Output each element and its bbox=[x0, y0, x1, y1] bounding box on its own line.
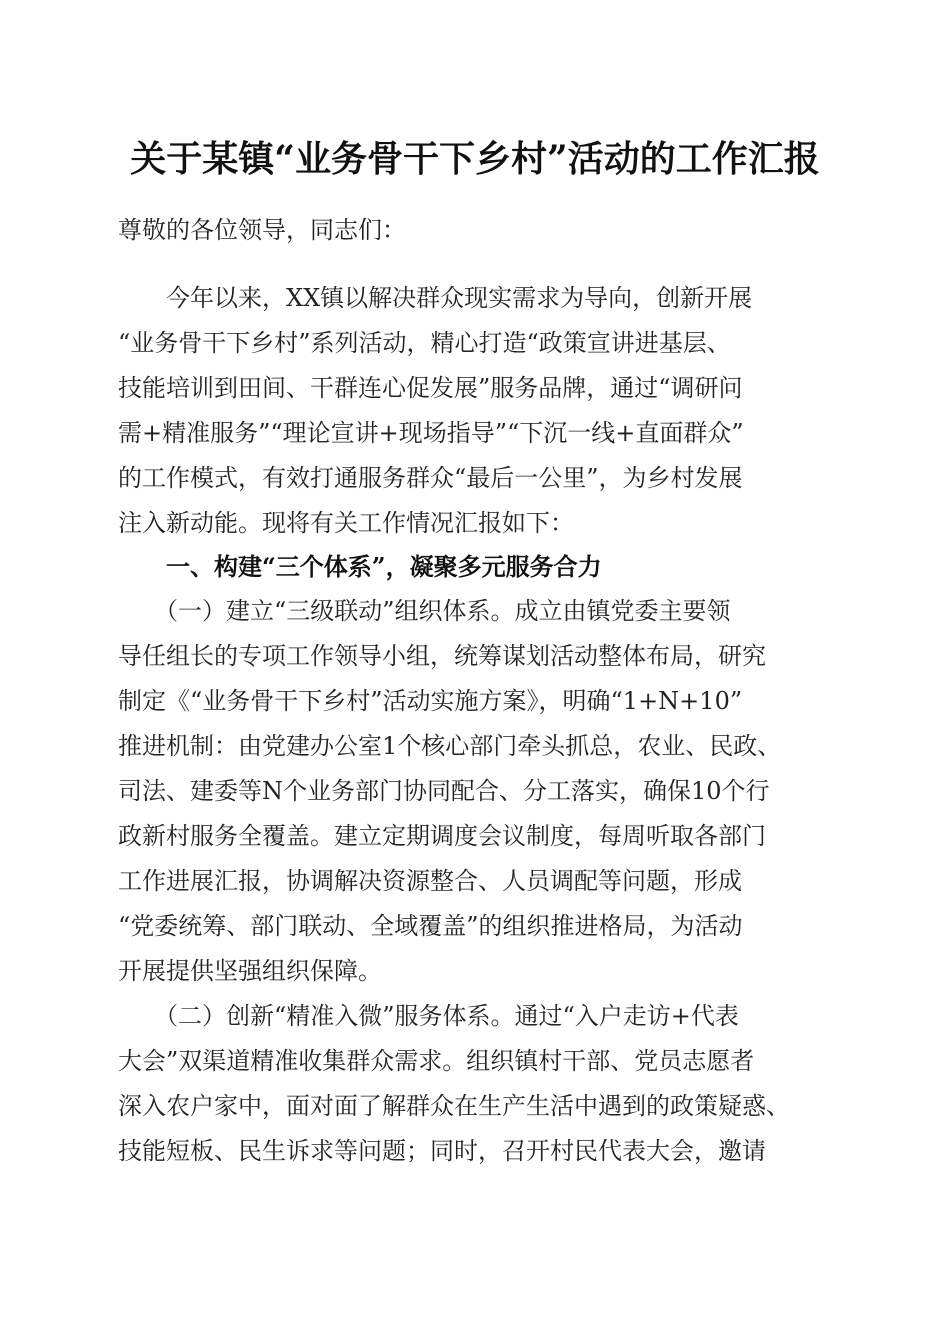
subsection-line: 制定《“业务骨干下乡村”活动实施方案》，明确“1+N+10” bbox=[118, 687, 743, 715]
document-title: 关于某镇“业务骨干下乡村”活动的工作汇报 bbox=[130, 138, 820, 180]
subsection-line: 技能短板、民生诉求等问题；同时，召开村民代表大会，邀请 bbox=[118, 1137, 766, 1165]
subsection-line: 开展提供坚强组织保障。 bbox=[118, 957, 382, 985]
intro-line: 今年以来，XX镇以解决群众现实需求为导向，创新开展 bbox=[118, 284, 753, 312]
subsection-line: （一）建立“三级联动”组织体系。成立由镇党委主要领 bbox=[118, 597, 731, 625]
subsection-line: 大会”双渠道精准收集群众需求。组织镇村干部、党员志愿者 bbox=[118, 1047, 755, 1075]
subsection-line: 司法、建委等N个业务部门协同配合、分工落实，确保10个行 bbox=[118, 777, 770, 805]
subsection-line: “党委统筹、部门联动、全域覆盖”的组织推进格局，为活动 bbox=[118, 912, 743, 940]
subsection-line: 工作进展汇报，协调解决资源整合、人员调配等问题，形成 bbox=[118, 867, 742, 895]
subsection-line: 深入农户家中，面对面了解群众在生产生活中遇到的政策疑惑、 bbox=[118, 1092, 790, 1120]
intro-line: 注入新动能。现将有关工作情况汇报如下： bbox=[118, 509, 574, 537]
intro-line: 技能培训到田间、干群连心促发展”服务品牌，通过“调研问 bbox=[118, 374, 743, 402]
intro-line: 需+精准服务”“理论宣讲+现场指导”“下沉一线+直面群众” bbox=[118, 419, 744, 447]
intro-line: “业务骨干下乡村”系列活动，精心打造“政策宣讲进基层、 bbox=[118, 329, 731, 357]
subsection-line: 推进机制：由党建办公室1个核心部门牵头抓总，农业、民政、 bbox=[118, 732, 782, 760]
intro-line: 的工作模式，有效打通服务群众“最后一公里”，为乡村发展 bbox=[118, 464, 743, 492]
subsection-line: 政新村服务全覆盖。建立定期调度会议制度，每周听取各部门 bbox=[118, 822, 766, 850]
salutation: 尊敬的各位领导，同志们： bbox=[118, 216, 406, 244]
section-heading: 一、构建“三个体系”，凝聚多元服务合力 bbox=[118, 552, 602, 581]
subsection-line: 导任组长的专项工作领导小组，统筹谋划活动整体布局，研究 bbox=[118, 642, 766, 670]
subsection-line: （二）创新“精准入微”服务体系。通过“入户走访+代表 bbox=[118, 1002, 739, 1030]
